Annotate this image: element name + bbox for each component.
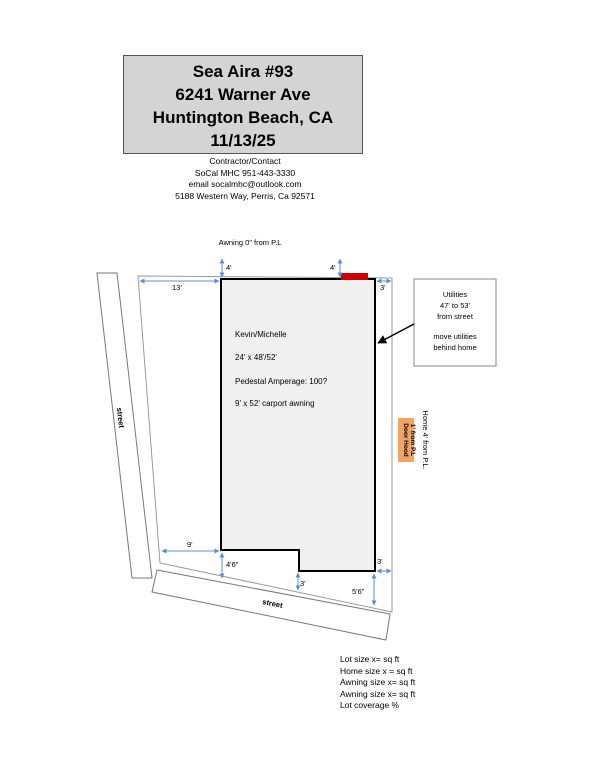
carport-awning: 9' x 52' carport awning (235, 399, 315, 408)
dim-label-top-left: 4' (226, 263, 232, 272)
lot-coverage: Lot coverage % (340, 700, 400, 710)
utilities-line-2: 47' to 53' (440, 301, 470, 310)
utilities-pointer-arrow (378, 324, 414, 343)
door-hood-line-1: Door Hood (402, 423, 409, 457)
contact-label: Contractor/Contact (209, 156, 281, 166)
lot-size: Lot size x= sq ft (340, 654, 400, 664)
title-line-4: 11/13/25 (210, 131, 276, 150)
awning-size-1: Awning size x= sq ft (340, 677, 416, 687)
awning-size-2: Awning size x= sq ft (340, 688, 416, 699)
home-size: 24' x 48'/52' (235, 353, 277, 362)
street-bottom-label: street (261, 597, 284, 610)
dim-label-top-right: 4' (330, 263, 336, 272)
dim-label-right-3-top: 3' (380, 283, 386, 292)
dim-label-bottom-4-6: 4'6" (226, 560, 239, 569)
utilities-line-5: behind home (433, 343, 477, 352)
home-from-pl: Home 4' from P.L. (421, 410, 430, 470)
dim-label-left-9: 9' (187, 540, 193, 549)
contact-email: email socalmhc@outlook.com (188, 179, 302, 189)
home-footprint (221, 279, 375, 571)
contact-company: SoCal MHC 951-443-3330 (194, 167, 296, 178)
dim-label-bottom-3: 3' (300, 579, 306, 588)
street-left-label: street (114, 407, 127, 429)
dim-label-right-3-bottom: 3' (377, 557, 383, 566)
utilities-line-3: from street (437, 312, 473, 321)
lot-info (340, 654, 415, 712)
pedestal-amperage: Pedestal Amperage: 100? (235, 377, 328, 386)
awning-note: Awning 0" from P.L (218, 238, 282, 247)
contact-address: 5188 Western Way, Perris, Ca 92571 (175, 190, 315, 201)
dim-label-bottom-5-6: 5'6" (352, 587, 365, 596)
door-hood-line-2: 1' from P.L (409, 423, 416, 457)
home-owner-names: Kevin/Michelle (235, 330, 287, 339)
utility-marker (341, 273, 368, 280)
title-line-3: Huntington Beach, CA (152, 108, 334, 127)
utilities-line-1: Utilities (442, 290, 468, 299)
title-line-1: Sea Aira #93 (192, 62, 294, 81)
utilities-line-4: move utilities (433, 332, 477, 341)
title-line-2: 6241 Warner Ave (175, 85, 311, 104)
dim-label-left-13: 13' (172, 283, 182, 292)
home-size-calc: Home size x = sq ft (340, 665, 413, 676)
